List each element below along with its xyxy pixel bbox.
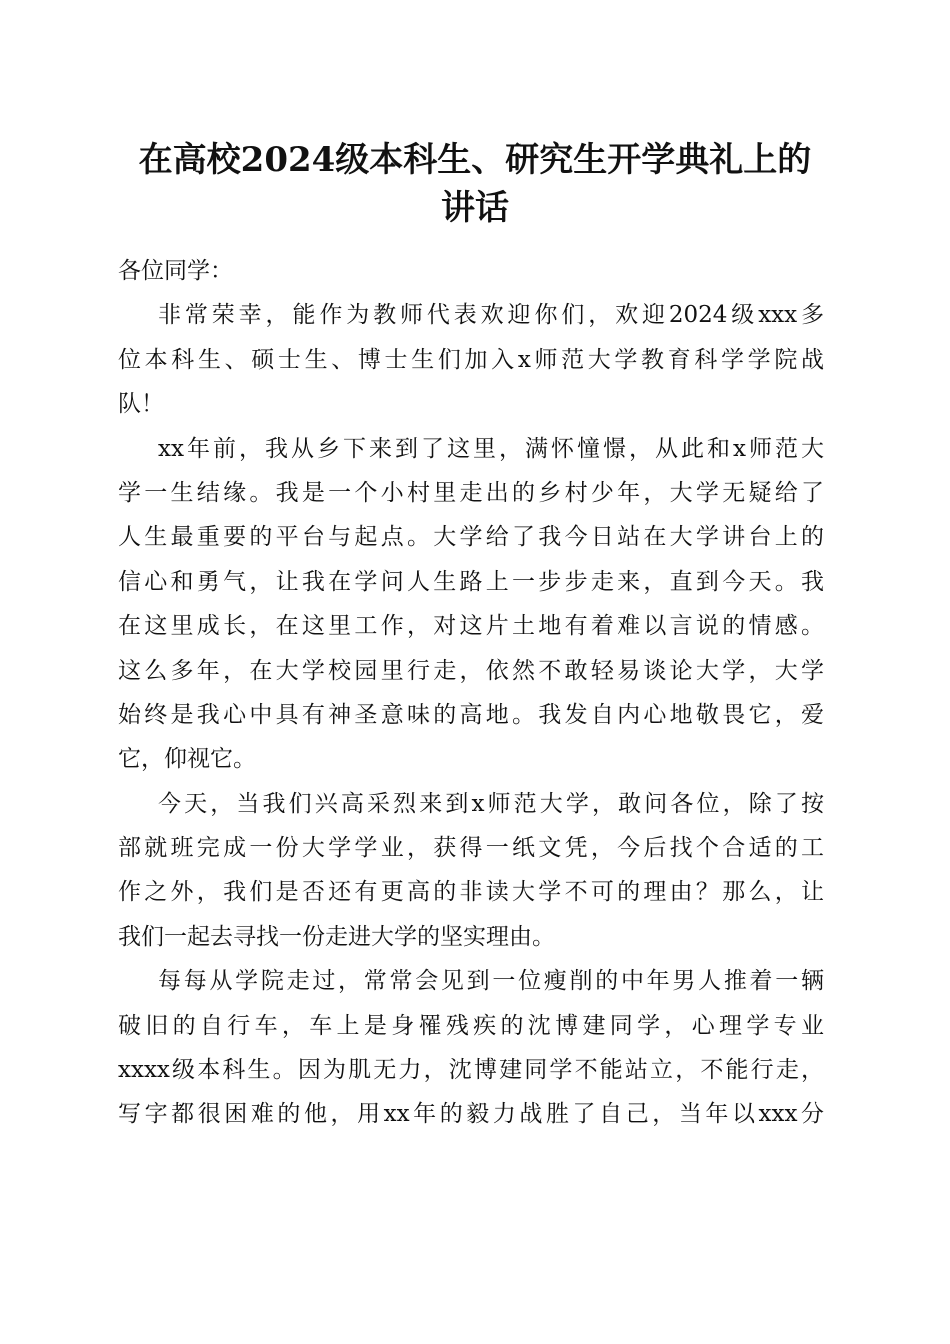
paragraph-line: 破旧的自行车，车上是身罹残疾的沈博建同学，心理学专业	[118, 1012, 824, 1039]
paragraph-line: 今天，当我们兴高采烈来到x师范大学，敢问各位，除了按	[158, 790, 824, 817]
paragraph-line: xxxx级本科生。因为肌无力，沈博建同学不能站立，不能行走，	[118, 1057, 824, 1084]
document-body	[118, 249, 824, 1137]
paragraph-line: 部就班完成一份大学学业，获得一纸文凭，今后找个合适的工	[118, 835, 824, 862]
paragraph-line: 每每从学院走过，常常会见到一位瘦削的中年男人推着一辆	[158, 968, 824, 995]
paragraph-line: 在这里成长，在这里工作，对这片土地有着难以言说的情感。	[118, 613, 824, 640]
paragraph	[118, 959, 824, 1137]
paragraph-line: 信心和勇气，让我在学问人生路上一步步走来，直到今天。我	[118, 568, 824, 595]
paragraph-line: 始终是我心中具有神圣意味的高地。我发自内心地敬畏它，爱	[118, 701, 824, 728]
paragraph-line: 非常荣幸，能作为教师代表欢迎你们，欢迎2024级xxx多	[158, 302, 824, 329]
paragraph	[118, 427, 824, 782]
paragraph-line: 作之外，我们是否还有更高的非读大学不可的理由？那么，让	[118, 879, 824, 906]
paragraph	[118, 782, 824, 960]
document-title	[110, 136, 840, 232]
paragraph-line: 人生最重要的平台与起点。大学给了我今日站在大学讲台上的	[118, 524, 824, 551]
paragraph-line: 学一生结缘。我是一个小村里走出的乡村少年，大学无疑给了	[118, 479, 824, 506]
paragraph-line: 这么多年，在大学校园里行走，依然不敢轻易谈论大学，大学	[118, 657, 824, 684]
paragraph-line: xx年前，我从乡下来到了这里，满怀憧憬，从此和x师范大	[158, 435, 824, 462]
paragraph-line: 位本科生、硕士生、博士生们加入x师范大学教育科学学院战	[118, 346, 824, 373]
paragraph-line: 它，仰视它。	[118, 746, 256, 773]
paragraph-line: 队！	[118, 391, 164, 418]
paragraph	[118, 293, 824, 426]
title-line-1: 在高校2024级本科生、研究生开学典礼上的	[138, 140, 812, 180]
salutation: 各位同学：	[118, 258, 233, 284]
paragraph-line: 我们一起去寻找一份走进大学的坚实理由。	[118, 923, 555, 950]
title-line-2: 讲话	[441, 188, 509, 228]
paragraph-line: 写字都很困难的他，用xx年的毅力战胜了自己，当年以xxx分	[118, 1101, 824, 1128]
